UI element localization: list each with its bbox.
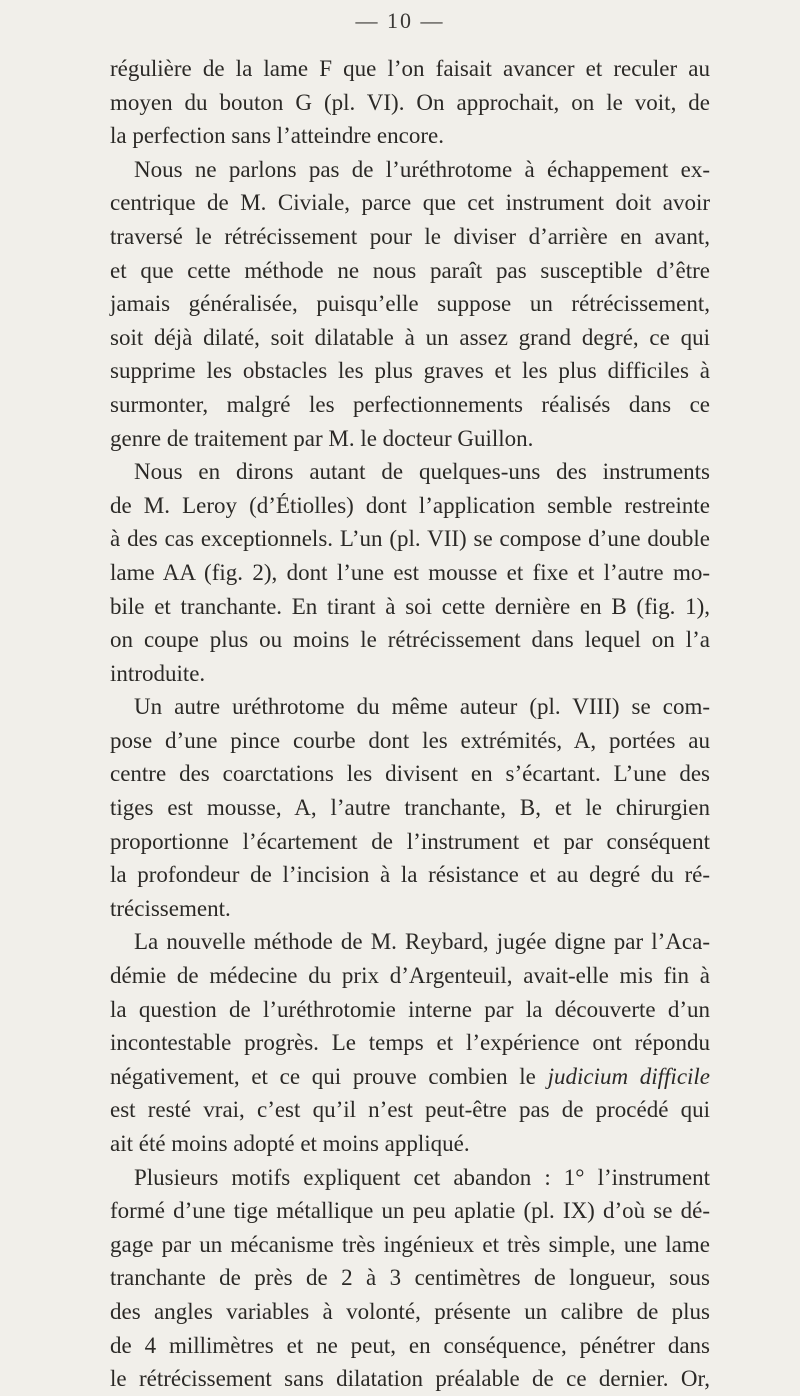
text-line: tranchante de près de 2 à 3 centimètres de longueur, sous [110,1265,710,1291]
text-line: démie de médecine du prix d’Argenteuil, avait-elle mis fin à [110,963,710,989]
text-line: Un autre uréthrotome du même auteur (pl. VIII) se com- [134,694,710,720]
text-line-with-italic [110,1060,710,1094]
italic-phrase: judicium difficile [547,1063,711,1089]
text-line: Nous ne parlons pas de l’uréthrotome à échappement ex- [134,156,710,182]
text-line: centre des coarctations les divisent en s’écartant. L’une des [110,761,710,787]
text-line: bile et tranchante. En tirant à soi cette dernière en B (fig. 1), [110,593,710,619]
text-line: à des cas exceptionnels. L’un (pl. VII) se compose d’une double [110,526,710,552]
text-line: ait été moins adopté et moins appliqué. [110,1131,470,1156]
text-line: jamais généralisée, puisqu’elle suppose un rétrécissement, [110,291,710,317]
text-line: La nouvelle méthode de M. Reybard, jugée digne par l’Aca- [134,929,710,955]
text-line: des angles variables à volonté, présente un calibre de plus [110,1298,710,1324]
text-line: traversé le rétrécissement pour le diviser d’arrière en avant, [110,223,710,249]
body-text [110,52,710,1396]
text-line: soit déjà dilaté, soit dilatable à un assez grand degré, ce qui [110,324,710,350]
text-line: gage par un mécanisme très ingénieux et très simple, une lame [110,1231,710,1257]
paragraph-4 [110,690,710,925]
text-line: Plusieurs motifs expliquent cet abandon : 1° l’instrument [134,1164,710,1190]
text-line: le rétrécissement sans dilatation préalable de ce dernier. Or, [110,1366,710,1392]
text-line: la question de l’uréthrotomie interne par la découverte d’un [110,996,710,1022]
paragraph-1 [110,52,710,153]
text-line: et que cette méthode ne nous paraît pas susceptible d’être [110,257,710,283]
text-line: incontestable progrès. Le temps et l’expérience ont répondu [110,1030,710,1056]
text-line: Nous en dirons autant de quelques-uns des instruments [134,459,710,485]
text-line: on coupe plus ou moins le rétrécissement dans lequel on l’a [110,627,710,653]
text-line: formé d’une tige métallique un peu aplatie (pl. IX) d’où se dé- [110,1198,710,1224]
page-number: — 10 — [355,8,445,33]
text-line: est resté vrai, c’est qu’il n’est peut-être pas de procédé qui [110,1097,710,1123]
text-line: centrique de M. Civiale, parce que cet instrument doit avoir [110,190,710,216]
paragraph-5 [110,925,710,1160]
text-line: régulière de la lame F que l’on faisait avancer et reculer au [110,56,710,81]
text-line: tiges est mousse, A, l’autre tranchante, B, et le chirurgien [110,795,710,821]
text-line: moyen du bouton G (pl. VI). On approchait, on le voit, de [110,89,710,115]
text-line: la profondeur de l’incision à la résistance et au degré du ré- [110,862,710,888]
text-line: lame AA (fig. 2), dont l’une est mousse et fixe et l’autre mo- [110,559,710,585]
text-line-start: négativement, et ce qui prouve combien le [110,1063,536,1089]
text-line: pose d’une pince courbe dont les extrémités, A, portées au [110,727,710,753]
paragraph-2 [110,153,710,455]
text-line: genre de traitement par M. le docteur Guillon. [110,425,534,451]
text-line: de M. Leroy (d’Étiolles) dont l’application semble restreinte [110,492,710,518]
text-line: de 4 millimètres et ne peut, en conséquence, pénétrer dans [110,1332,710,1358]
text-line: introduite. [110,660,206,686]
paragraph-6 [110,1161,710,1396]
text-line: proportionne l’écartement de l’instrument et par conséquent [110,828,710,854]
text-line: surmonter, malgré les perfectionnements réalisés dans ce [110,391,710,417]
text-line: la perfection sans l’atteindre encore. [110,123,444,149]
paragraph-3 [110,455,710,690]
text-line: trécissement. [110,895,231,921]
text-line: supprime les obstacles les plus graves et les plus difficiles à [110,358,710,384]
